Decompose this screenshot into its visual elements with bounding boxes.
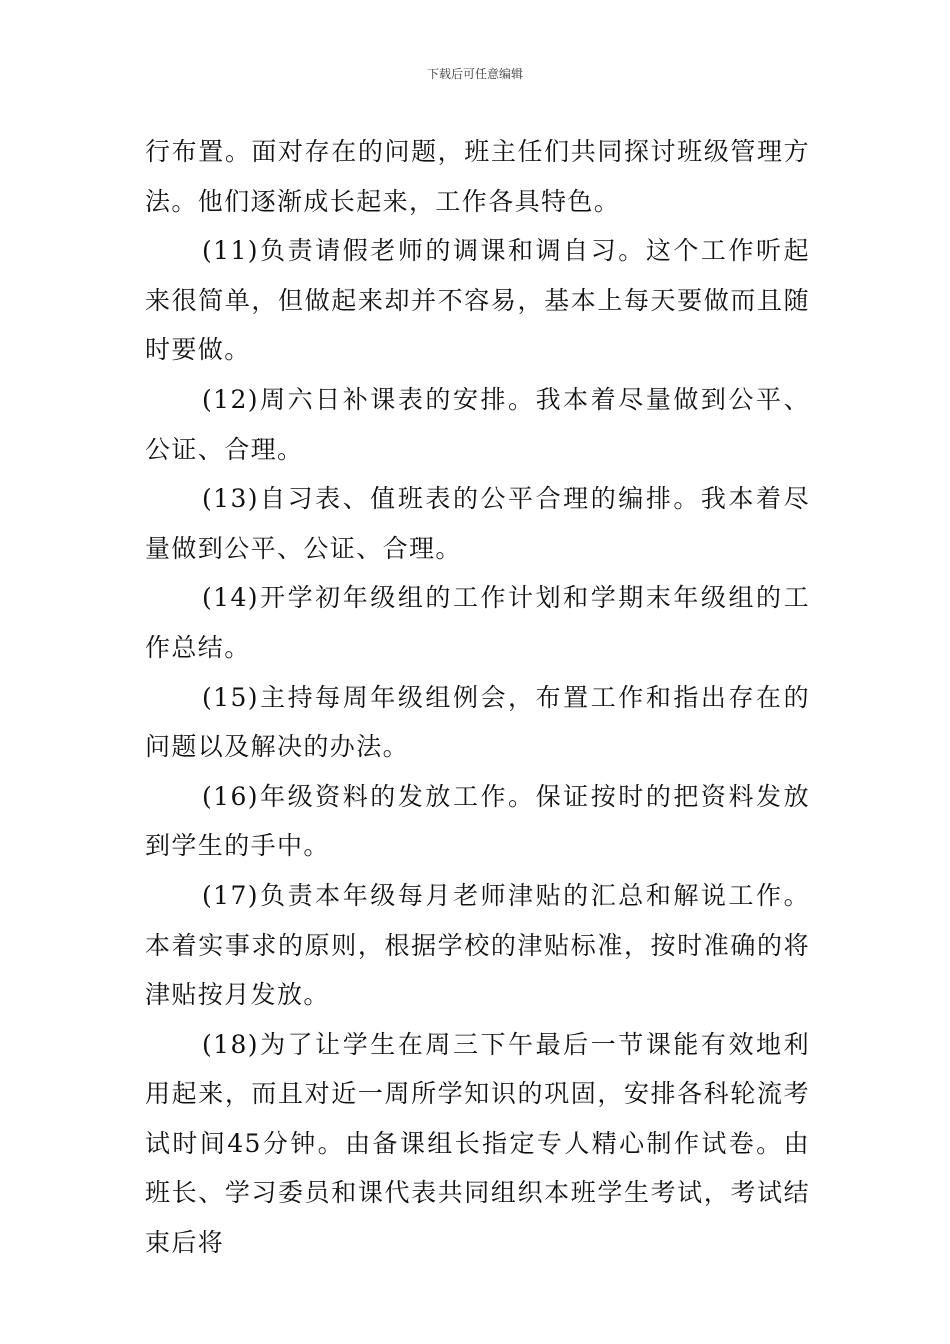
- paragraph-item-16: (16)年级资料的发放工作。保证按时的把资料发放到学生的手中。: [145, 781, 810, 861]
- paragraph-item-14: (14)开学初年级组的工作计划和学期末年级组的工作总结。: [145, 583, 810, 662]
- page-header-note: 下载后可任意编辑: [426, 67, 523, 81]
- paragraph-continuation: 行布置。面对存在的问题，班主任们共同探讨班级管理方法。他们逐渐成长起来，工作各具特色。: [145, 137, 810, 216]
- paragraph-item-12: (12)周六日补课表的安排。我本着尽量做到公平、公证、合理。: [145, 384, 810, 464]
- paragraph-item-18: (18)为了让学生在周三下午最后一节课能有效地利用起来，而且对近一周所学知识的巩固，安排各科轮流考试时间45分钟。由备课组长指定专人精心制作试卷。由班长、学习委员和课代表共同组织本班学生考试，考试结束后将: [145, 1029, 810, 1258]
- document-body: [145, 127, 810, 1268]
- paragraph-item-15: (15)主持每周年级组例会，布置工作和指出存在的问题以及解决的办法。: [145, 682, 810, 762]
- paragraph-item-13: (13)自习表、值班表的公平合理的编排。我本着尽量做到公平、公证、合理。: [145, 484, 810, 563]
- paragraph-item-17: (17)负责本年级每月老师津贴的汇总和解说工作。本着实事求的原则，根据学校的津贴标准，按时准确的将津贴按月发放。: [145, 880, 810, 1010]
- paragraph-item-11: (11)负责请假老师的调课和调自习。这个工作听起来很简单，但做起来却并不容易，基本上每天要做而且随时要做。: [145, 236, 810, 365]
